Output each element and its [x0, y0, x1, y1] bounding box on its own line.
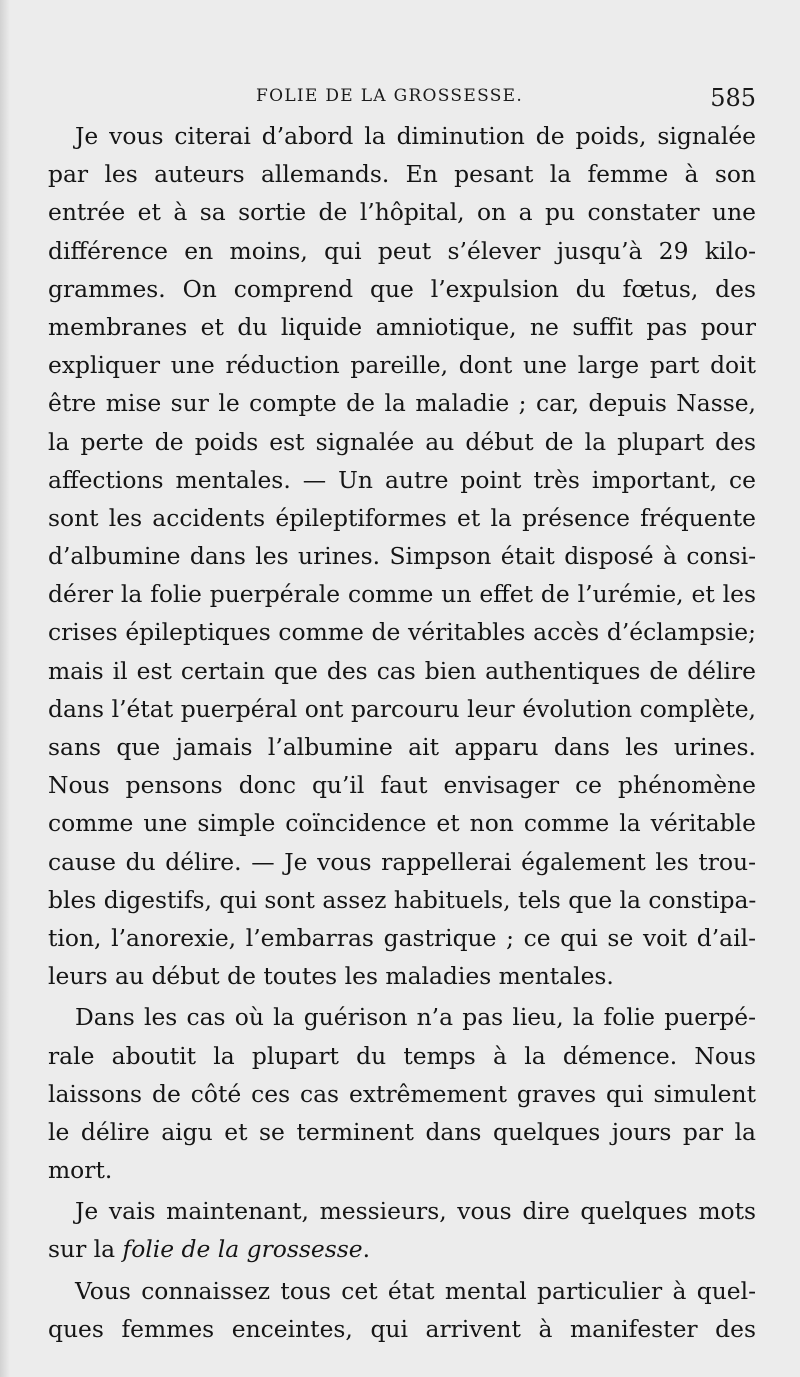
text-line: par les auteurs allemands. En pesant la femme à son: [48, 160, 756, 189]
text-line: Nous pensons donc qu’il faut envisager ce phénomène: [48, 771, 756, 800]
running-head: [48, 84, 756, 114]
text-line: comme une simple coïncidence et non comme la véritable: [48, 809, 756, 838]
text-line: sans que jamais l’albumine ait apparu dans les urines.: [48, 733, 756, 761]
text-line: membranes et du liquide amniotique, ne suffit pas pour: [48, 312, 756, 341]
text-line: le délire aigu et se terminent dans quelques jours par la: [48, 1117, 756, 1146]
text-line: laissons de côté ces cas extrêmement graves qui simulent: [48, 1079, 756, 1108]
page-edge-shadow: [0, 0, 10, 1377]
paragraph-transition: [48, 1192, 756, 1268]
text-line: mort.: [48, 1156, 113, 1185]
text-line: leurs au début de toutes les maladies mentales.: [48, 962, 614, 991]
text-line: rale aboutit la plupart du temps à la démence. Nous: [48, 1041, 756, 1070]
text-line: entrée et à sa sortie de l’hôpital, on a pu constater une: [48, 198, 756, 227]
text-line: d’albumine dans les urines. Simpson était disposé à consi-: [48, 542, 756, 571]
text-line: bles digestifs, qui sont assez habituels, tels que la constipa-: [48, 885, 756, 914]
body-text: [48, 117, 756, 1348]
text-line: dans l’état puerpéral ont parcouru leur évolution complète,: [48, 694, 756, 723]
page-number: 585: [710, 84, 756, 112]
text-line: la perte de poids est signalée au début de la plupart des: [48, 427, 756, 456]
text-line: affections mentales. — Un autre point très important, ce: [48, 465, 756, 494]
text-line: Dans les cas où la guérison n’a pas lieu, la folie puerpé-: [75, 1003, 756, 1032]
text-line: Je vais maintenant, messieurs, vous dire quelques mots: [75, 1197, 756, 1226]
text-line: tion, l’anorexie, l’embarras gastrique ; ce qui se voit d’ail-: [48, 923, 756, 952]
text-line: mais il est certain que des cas bien authentiques de délire: [48, 656, 756, 685]
paragraph-weight-loss: [48, 117, 756, 995]
paragraph-dementia: [48, 998, 756, 1189]
text-line: cause du délire. — Je vous rappellerai également les trou-: [48, 847, 756, 876]
text-line: ques femmes enceintes, qui arrivent à manifester des: [48, 1314, 756, 1343]
italic-term: folie de la grossesse: [122, 1235, 363, 1264]
text-span: .: [362, 1235, 371, 1264]
text-line: expliquer une réduction pareille, dont une large part doit: [48, 351, 756, 380]
text-span: sur la: [48, 1235, 123, 1264]
text-line: dérer la folie puerpérale comme un effet de l’urémie, et les: [48, 580, 756, 609]
paragraph-mental-state: [48, 1272, 756, 1348]
text-line: être mise sur le compte de la maladie ; car, depuis Nasse,: [48, 389, 756, 418]
text-line: grammes. On comprend que l’expulsion du fœtus, des: [48, 274, 756, 303]
text-line-final: [48, 1230, 756, 1268]
text-line: Vous connaissez tous cet état mental particulier à quel-: [75, 1276, 756, 1305]
running-title: FOLIE DE LA GROSSESSE.: [256, 86, 524, 106]
text-line: sont les accidents épileptiformes et la présence fréquente: [48, 503, 756, 532]
text-line: crises épileptiques comme de véritables accès d’éclampsie;: [48, 618, 756, 647]
text-line: différence en moins, qui peut s’élever jusqu’à 29 kilo-: [48, 236, 756, 265]
text-line: Je vous citerai d’abord la diminution de poids, signalée: [75, 122, 756, 150]
